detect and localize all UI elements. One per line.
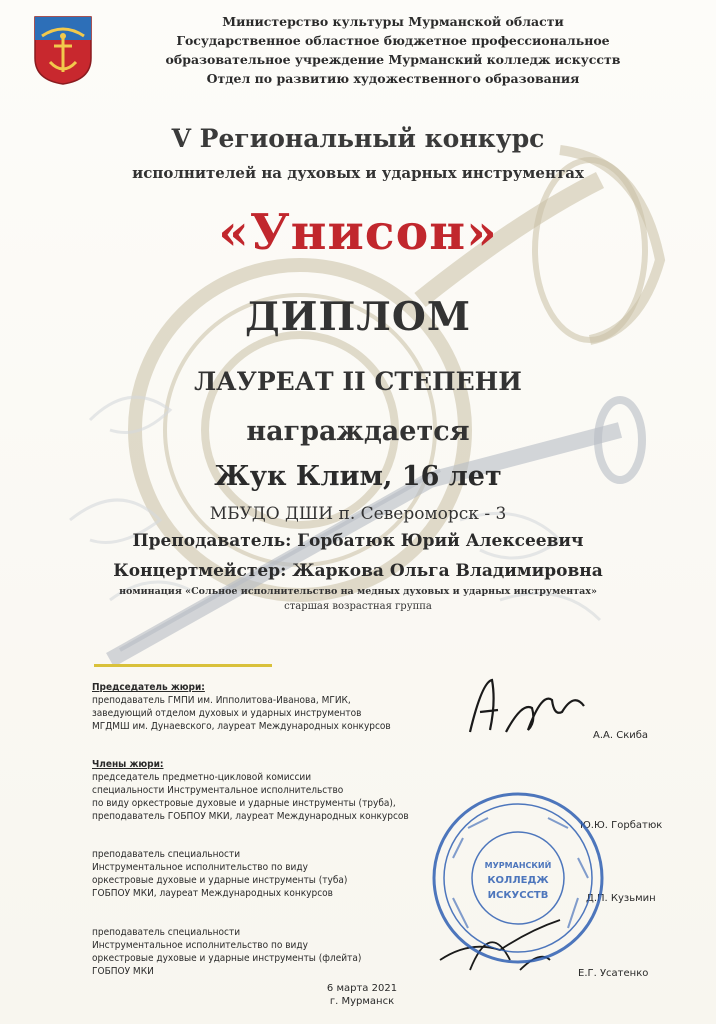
ministry-header <box>0 12 716 88</box>
jury-line: преподаватель ГМПИ им. Ипполитова-Иванова, МГИК, <box>92 695 351 706</box>
jury-chair <box>92 681 472 733</box>
school-name: МБУДО ДШИ п. Североморск - 3 <box>209 504 507 524</box>
jury-member-3 <box>92 926 472 978</box>
stamp-text-bottom: ИСКУССТВ <box>487 890 549 901</box>
header-line: Министерство культуры Мурманской области <box>222 14 564 29</box>
jury-member-3-name: Е.Г. Усатенко <box>578 968 649 979</box>
city-text: г. Мурманск <box>329 996 395 1007</box>
header-line: Отдел по развитию художественного образования <box>206 71 580 86</box>
jury-line: Инструментальное исполнительство по виду <box>92 862 308 873</box>
contest-name: V Региональный конкурс <box>171 124 545 153</box>
jury-line: заведующий отделом духовых и ударных инструментов <box>92 708 362 719</box>
jury-chair-name: А.А. Скиба <box>593 730 649 741</box>
jury-line: преподаватель специальности <box>92 927 241 938</box>
jury-line: председатель предметно-цикловой комиссии <box>92 772 312 783</box>
jury-chair-heading: Председатель жюри: <box>92 682 205 693</box>
jury-line: МГДМШ им. Дунаевского, лауреат Международных конкурсов <box>92 721 391 732</box>
jury-members-heading: Члены жюри: <box>92 759 164 770</box>
contest-subtitle: исполнителей на духовых и ударных инструментах <box>132 164 584 182</box>
jury-line: оркестровые духовые и ударные инструменты (туба) <box>92 875 348 886</box>
jury-line: ГОБПОУ МКИ <box>92 966 154 977</box>
stamp-text-mid: КОЛЛЕДЖ <box>487 875 549 886</box>
diploma-heading: ДИПЛОМ <box>245 294 471 340</box>
gold-divider <box>94 664 272 667</box>
chair-signature-icon <box>462 672 592 742</box>
accompanist-name: Концертмейстер: Жаркова Ольга Владимировна <box>113 561 603 581</box>
college-stamp-icon <box>428 788 608 968</box>
jury-member-2-name: Д.П. Кузьмин <box>586 893 656 904</box>
stamp-text-top: МУРМАНСКИЙ <box>484 861 552 870</box>
awarded-label: награждается <box>246 416 470 447</box>
jury-line: по виду оркестровые духовые и ударные инструменты (труба), <box>92 798 396 809</box>
header-line: образовательное учреждение Мурманский колледж искусств <box>165 52 621 67</box>
jury-line: преподаватель ГОБПОУ МКИ, лауреат Международных конкурсов <box>92 811 409 822</box>
jury-member-1-name: Ю.Ю. Горбатюк <box>580 820 663 831</box>
teacher-name: Преподаватель: Горбатюк Юрий Алексеевич <box>132 531 584 551</box>
jury-line: преподаватель специальности <box>92 849 241 860</box>
jury-line: ГОБПОУ МКИ, лауреат Международных конкурсов <box>92 888 333 899</box>
recipient-name: Жук Клим, 16 лет <box>214 461 502 492</box>
jury-member-2 <box>92 848 472 900</box>
age-group: старшая возрастная группа <box>284 601 432 612</box>
jury-line: Инструментальное исполнительство по виду <box>92 940 308 951</box>
nomination: номинация «Сольное исполнительство на медных духовых и ударных инструментах» <box>119 586 597 597</box>
jury-member-1 <box>92 758 472 823</box>
header-line: Государственное областное бюджетное профессиональное <box>176 33 610 48</box>
jury-line: специальности Инструментальное исполнительство <box>92 785 344 796</box>
date-text: 6 марта 2021 <box>326 983 398 994</box>
laureate-degree: ЛАУРЕАТ II СТЕПЕНИ <box>194 367 522 396</box>
issue-date <box>312 982 412 1008</box>
contest-title: «Унисон» <box>218 203 498 261</box>
jury-line: оркестровые духовые и ударные инструменты (флейта) <box>92 953 362 964</box>
